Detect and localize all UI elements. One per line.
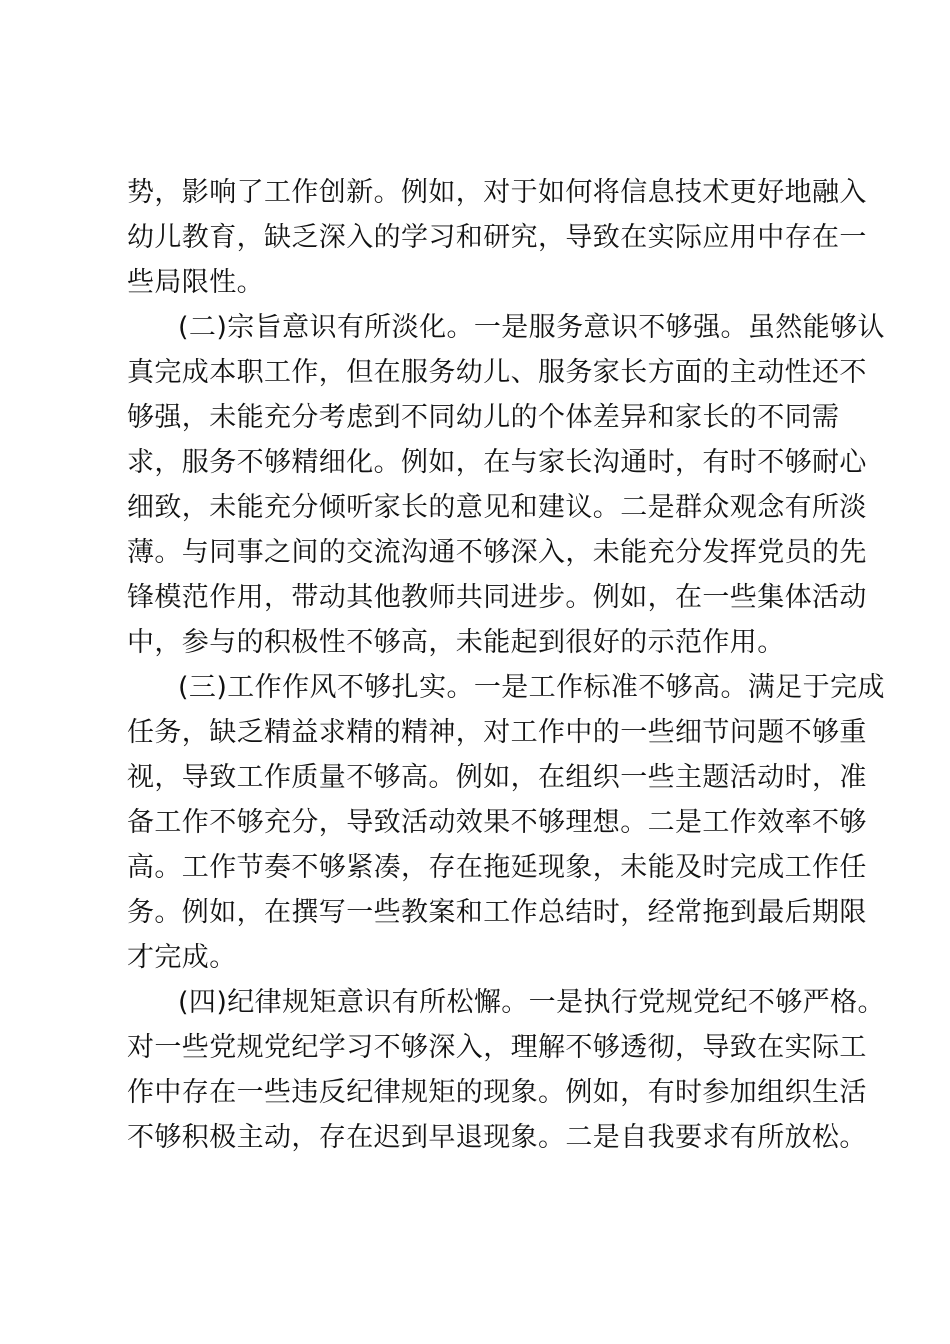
text-line: 视，导致工作质量不够高。例如，在组织一些主题活动时，准 — [127, 762, 867, 793]
text-line: 对一些党规党纪学习不够深入，理解不够透彻，导致在实际工 — [127, 1032, 867, 1063]
text-line: 备工作不够充分，导致活动效果不够理想。二是工作效率不够 — [127, 807, 867, 838]
paragraph-heading-line: (二)宗旨意识有所淡化。一是服务意识不够强。虽然能够认 — [178, 312, 885, 343]
text-line: 细致，未能充分倾听家长的意见和建议。二是群众观念有所淡 — [127, 492, 867, 523]
text-line: 求，服务不够精细化。例如，在与家长沟通时，有时不够耐心 — [127, 447, 867, 478]
text-line: 高。工作节奏不够紧凑，存在拖延现象，未能及时完成工作任 — [127, 852, 867, 883]
text-line: 幼儿教育，缺乏深入的学习和研究，导致在实际应用中存在一 — [127, 222, 867, 253]
paragraph-heading-line: (四)纪律规矩意识有所松懈。一是执行党规党纪不够严格。 — [178, 987, 885, 1018]
text-line: 够强，未能充分考虑到不同幼儿的个体差异和家长的不同需 — [127, 402, 840, 433]
text-line: 锋模范作用，带动其他教师共同进步。例如，在一些集体活动 — [127, 582, 867, 613]
text-line: 些局限性。 — [127, 267, 264, 298]
text-line: 才完成。 — [127, 942, 237, 973]
text-line: 作中存在一些违反纪律规矩的现象。例如，有时参加组织生活 — [127, 1077, 867, 1108]
text-line: 任务，缺乏精益求精的精神，对工作中的一些细节问题不够重 — [127, 717, 867, 748]
text-line: 真完成本职工作，但在服务幼儿、服务家长方面的主动性还不 — [127, 357, 867, 388]
paragraph-heading-line: (三)工作作风不够扎实。一是工作标准不够高。满足于完成 — [178, 672, 885, 703]
text-line: 薄。与同事之间的交流沟通不够深入，未能充分发挥党员的先 — [127, 537, 867, 568]
text-line: 不够积极主动，存在迟到早退现象。二是自我要求有所放松。 — [127, 1122, 867, 1153]
text-line: 务。例如，在撰写一些教案和工作总结时，经常拖到最后期限 — [127, 897, 867, 928]
text-line: 势，影响了工作创新。例如，对于如何将信息技术更好地融入 — [127, 177, 867, 208]
text-line: 中，参与的积极性不够高，未能起到很好的示范作用。 — [127, 627, 785, 658]
